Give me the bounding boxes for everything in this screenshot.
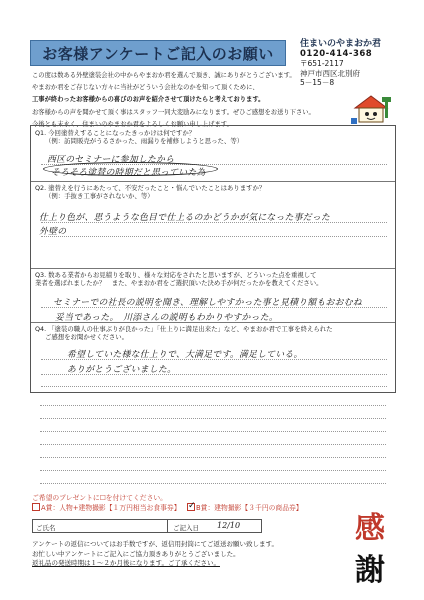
present-options	[32, 503, 303, 513]
answer-circle	[43, 162, 218, 176]
answer-3-line-2[interactable]: 妥当であった。 川添さんの説明もわかりやすかった。	[55, 313, 278, 323]
intro-line: 今後とも末永く、住まいのやまおか君をよろしくお願い申し上げます。	[32, 120, 233, 128]
present-section	[32, 493, 303, 513]
divider	[167, 520, 168, 532]
divider	[31, 181, 395, 182]
option-b-checkbox[interactable]	[187, 503, 195, 511]
answer-line	[40, 418, 386, 419]
footer-line: 返礼品の発送時期は１～２か月後になります。ご了承ください。	[32, 559, 220, 567]
intro-text	[32, 70, 332, 131]
footer-line: お忙しい中アンケートにご記入にご協力頂きありがとうございました。	[32, 549, 240, 558]
answer-1-line-1[interactable]: 西区のセミナーに参加したから	[47, 155, 175, 165]
answer-line	[40, 405, 386, 406]
footer-notes	[32, 540, 278, 569]
answer-3-line-1[interactable]: セミナーでの社長の説明を聞き、理解しやすかった事と見積り額もおおむね	[53, 298, 362, 308]
company-phone: 0120-414-368	[300, 48, 373, 59]
intro-line: この度は数ある外壁塗装会社の中からやまおか君を選んで頂き、誠にありがとうございます。	[32, 72, 296, 79]
mascot-house-icon	[345, 92, 397, 126]
divider	[31, 322, 395, 323]
answer-2-line-1[interactable]: 仕上り色が、思うような色目で仕上るのかどうかが気になった事だった	[39, 213, 331, 223]
question-1-example: （例：訪問販売がうるさかった、雨漏りを補修しようと思った、等）	[45, 137, 244, 145]
answer-1-line-2[interactable]: そろそろ塗替の時期だと思っていた為	[51, 168, 206, 178]
questions-box	[30, 125, 396, 393]
company-name: 住まいのやまおか君	[300, 39, 382, 49]
answer-line	[40, 431, 386, 432]
title-banner	[30, 40, 286, 66]
company-address-1: 神戸市西区北別府	[300, 68, 360, 78]
answer-line	[40, 470, 386, 471]
answer-line	[40, 444, 386, 445]
answer-line	[41, 222, 387, 223]
question-3-line-2: 業者を選ばれましたか？ また、やまおか君をご選択頂いた決め手が何だったかを教えてください。	[35, 279, 323, 287]
option-a-checkbox[interactable]	[32, 503, 40, 511]
answer-line	[41, 386, 387, 387]
kansha-stamp	[348, 500, 392, 590]
divider	[31, 268, 395, 269]
answer-line	[41, 236, 387, 237]
intro-line: お客様からの声を聞かせて頂く事はスタッフ一同大変励みになります。ぜひご感想をお送り下さい。	[32, 108, 315, 116]
kansha-char-2: 謝	[355, 553, 385, 588]
answer-line	[40, 483, 386, 484]
page-title: お客様アンケートご記入のお願い	[42, 44, 274, 63]
answer-line	[41, 307, 387, 308]
date-value[interactable]: 12/10	[217, 521, 241, 530]
question-2: Q2. 塗替えを行うにあたって、不安だったこと・悩んでいたことはありますか？ （例：手抜き工事がされないか、等）	[35, 184, 266, 200]
date-label: ご記入日	[173, 524, 199, 532]
intro-line: やまおか君をご存じない方々に当社がどういう会社なのかを知って頂くために、	[32, 84, 259, 92]
question-1: Q1. 今回塗替えすることになったきっかけは何ですか？ （例：訪問販売がうるさかった、雨漏りを補修しようと思った、等）	[35, 129, 244, 145]
question-2-example: （例：手抜き工事がされないか、等）	[45, 192, 154, 200]
name-label: ご氏名	[36, 524, 56, 532]
answer-line	[40, 457, 386, 458]
answer-4-line-1[interactable]: 希望していた様な仕上りで、大満足です。満足している。	[67, 350, 303, 360]
kansha-char-1: 感	[355, 511, 385, 546]
question-3: Q3. 数ある業者からお見積りを取り、様々な対応をされたと思いますが、どういった点を重視して 業者を選ばれましたか？ また、やまおか君をご選択頂いた決め手が何だったかを教えてください。	[35, 271, 323, 287]
company-postal: 〒651-2117	[300, 59, 344, 68]
name-date-box	[32, 519, 262, 533]
company-address-2: 5－15－8	[300, 78, 335, 87]
answer-2-line-2[interactable]: 外壁の	[39, 227, 67, 237]
question-4: Q4. 「塗装の職人の仕事ぶりが良かった」「仕上りに満足出来た」など、やまおか君で工事を終えられた ご感想をお聞かせください。	[35, 325, 333, 341]
check-mark-icon: ✓	[187, 501, 196, 511]
present-option-a[interactable]: A賞：人物+建物撮影【１万円相当お食事券】	[32, 504, 181, 512]
footer-line: アンケートの返信についてはお手数ですが、返信用封筒にてご返送お願い致します。	[32, 540, 278, 548]
answer-4-line-2[interactable]: ありがとうございました。	[67, 365, 177, 375]
intro-line: 工事が終わったお客様からの喜びのお声を紹介させて頂けたらと考えております。	[32, 96, 265, 104]
present-heading: ご希望のプレゼントに☐を付けてください。	[32, 494, 167, 502]
answer-line	[41, 359, 387, 360]
present-option-b[interactable]: ✓ B賞：建物撮影【３千円の商品券】	[187, 501, 303, 512]
question-4-example: ご感想をお聞かせください。	[45, 333, 129, 341]
answer-line	[41, 374, 387, 375]
